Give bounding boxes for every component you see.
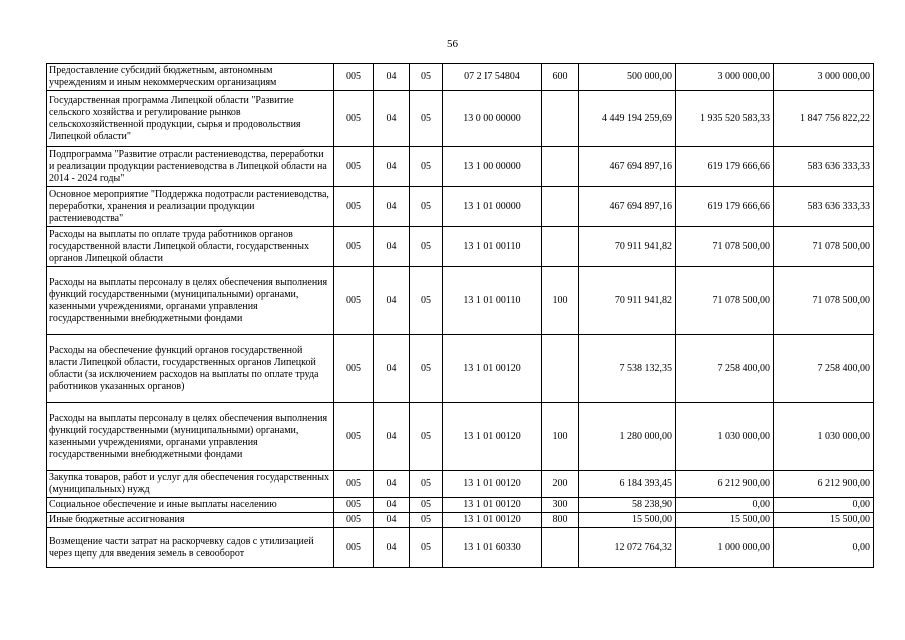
- row-gr: 005: [334, 498, 374, 513]
- row-name: Закупка товаров, работ и услуг для обеспечения государственных (муниципальных) нужд: [47, 471, 334, 498]
- row-name: Подпрограмма "Развитие отрасли растениеводства, переработки и реализации продукции растениеводства в Липецкой области на 2014 - 2024 годы": [47, 147, 334, 187]
- row-rz: 04: [374, 471, 410, 498]
- row-pr: 05: [410, 267, 443, 335]
- row-vr: [542, 187, 579, 227]
- row-sum-1: 70 911 941,82: [579, 227, 676, 267]
- row-pr: 05: [410, 335, 443, 403]
- row-csr: 13 0 00 00000: [443, 91, 542, 147]
- row-sum-3: 583 636 333,33: [774, 147, 874, 187]
- row-sum-2: 1 935 520 583,33: [676, 91, 774, 147]
- row-sum-1: 15 500,00: [579, 513, 676, 528]
- row-gr: 005: [334, 267, 374, 335]
- table-row: [47, 528, 874, 568]
- table-row: [47, 227, 874, 267]
- row-sum-2: 15 500,00: [676, 513, 774, 528]
- row-vr: 100: [542, 403, 579, 471]
- row-sum-3: 0,00: [774, 528, 874, 568]
- row-sum-2: 1 000 000,00: [676, 528, 774, 568]
- row-vr: [542, 147, 579, 187]
- row-csr: 13 1 01 60330: [443, 528, 542, 568]
- row-csr: 13 1 01 00120: [443, 403, 542, 471]
- row-csr: 13 1 01 00120: [443, 471, 542, 498]
- row-gr: 005: [334, 91, 374, 147]
- row-csr: 13 1 01 00120: [443, 498, 542, 513]
- row-gr: 005: [334, 64, 374, 91]
- row-name: Расходы на выплаты по оплате труда работников органов государственной власти Липецкой области, государственных органов Липецкой области: [47, 227, 334, 267]
- row-gr: 005: [334, 227, 374, 267]
- table-row: [47, 64, 874, 91]
- row-rz: 04: [374, 227, 410, 267]
- row-csr: 13 1 01 00000: [443, 187, 542, 227]
- table-row: [47, 513, 874, 528]
- row-sum-1: 58 238,90: [579, 498, 676, 513]
- row-vr: 600: [542, 64, 579, 91]
- row-pr: 05: [410, 91, 443, 147]
- row-sum-2: 71 078 500,00: [676, 267, 774, 335]
- table-row: [47, 91, 874, 147]
- table-row: [47, 147, 874, 187]
- row-sum-2: 619 179 666,66: [676, 147, 774, 187]
- row-pr: 05: [410, 513, 443, 528]
- table-row: [47, 267, 874, 335]
- row-pr: 05: [410, 498, 443, 513]
- row-sum-3: 583 636 333,33: [774, 187, 874, 227]
- row-vr: 300: [542, 498, 579, 513]
- row-rz: 04: [374, 498, 410, 513]
- row-sum-3: 6 212 900,00: [774, 471, 874, 498]
- row-pr: 05: [410, 64, 443, 91]
- row-gr: 005: [334, 403, 374, 471]
- row-pr: 05: [410, 471, 443, 498]
- row-pr: 05: [410, 147, 443, 187]
- row-rz: 04: [374, 147, 410, 187]
- row-sum-2: 71 078 500,00: [676, 227, 774, 267]
- row-gr: 005: [334, 147, 374, 187]
- row-name: Возмещение части затрат на раскорчевку садов с утилизацией через щепу для введения земель в севооборот: [47, 528, 334, 568]
- table-row: [47, 403, 874, 471]
- row-name: Расходы на обеспечение функций органов государственной власти Липецкой области, государственных органов Липецкой области (за исключением расходов на выплаты по оплате труда работников указанных органов): [47, 335, 334, 403]
- row-vr: 800: [542, 513, 579, 528]
- row-name: Иные бюджетные ассигнования: [47, 513, 334, 528]
- row-csr: 13 1 01 00120: [443, 335, 542, 403]
- row-sum-3: 1 847 756 822,22: [774, 91, 874, 147]
- row-sum-3: 0,00: [774, 498, 874, 513]
- row-sum-2: 7 258 400,00: [676, 335, 774, 403]
- row-name: Расходы на выплаты персоналу в целях обеспечения выполнения функций государственными (муниципальными) органами, казенными учреждениями, органами управления государственными внебюджетными фондами: [47, 267, 334, 335]
- row-vr: [542, 91, 579, 147]
- row-csr: 07 2 I7 54804: [443, 64, 542, 91]
- row-pr: 05: [410, 227, 443, 267]
- row-gr: 005: [334, 187, 374, 227]
- row-sum-3: 7 258 400,00: [774, 335, 874, 403]
- row-csr: 13 1 01 00110: [443, 267, 542, 335]
- row-rz: 04: [374, 403, 410, 471]
- row-rz: 04: [374, 64, 410, 91]
- row-vr: 200: [542, 471, 579, 498]
- row-pr: 05: [410, 187, 443, 227]
- row-name: Социальное обеспечение и иные выплаты населению: [47, 498, 334, 513]
- row-gr: 005: [334, 335, 374, 403]
- row-sum-2: 1 030 000,00: [676, 403, 774, 471]
- row-name: Основное мероприятие "Поддержка подотрасли растениеводства, переработки, хранения и реализации продукции растениеводства": [47, 187, 334, 227]
- row-gr: 005: [334, 471, 374, 498]
- row-name: Государственная программа Липецкой области "Развитие сельского хозяйства и регулирование рынков сельскохозяйственной продукции, сырья и продовольствия Липецкой области": [47, 91, 334, 147]
- row-sum-2: 619 179 666,66: [676, 187, 774, 227]
- row-rz: 04: [374, 267, 410, 335]
- page-number: 56: [447, 38, 458, 50]
- row-vr: 100: [542, 267, 579, 335]
- budget-table: [46, 63, 874, 568]
- row-rz: 04: [374, 187, 410, 227]
- row-sum-1: 1 280 000,00: [579, 403, 676, 471]
- row-rz: 04: [374, 91, 410, 147]
- table-row: [47, 498, 874, 513]
- row-sum-2: 0,00: [676, 498, 774, 513]
- row-rz: 04: [374, 528, 410, 568]
- row-sum-2: 6 212 900,00: [676, 471, 774, 498]
- row-gr: 005: [334, 513, 374, 528]
- row-vr: [542, 227, 579, 267]
- row-sum-1: 4 449 194 259,69: [579, 91, 676, 147]
- table-row: [47, 471, 874, 498]
- row-sum-1: 12 072 764,32: [579, 528, 676, 568]
- row-rz: 04: [374, 335, 410, 403]
- row-sum-1: 70 911 941,82: [579, 267, 676, 335]
- row-sum-1: 467 694 897,16: [579, 147, 676, 187]
- row-pr: 05: [410, 528, 443, 568]
- row-sum-3: 15 500,00: [774, 513, 874, 528]
- row-sum-3: 71 078 500,00: [774, 267, 874, 335]
- row-sum-3: 1 030 000,00: [774, 403, 874, 471]
- row-csr: 13 1 01 00120: [443, 513, 542, 528]
- row-sum-3: 71 078 500,00: [774, 227, 874, 267]
- row-pr: 05: [410, 403, 443, 471]
- row-name: Предоставление субсидий бюджетным, автономным учреждениям и иным некоммерческим организациям: [47, 64, 334, 91]
- row-csr: 13 1 01 00110: [443, 227, 542, 267]
- row-rz: 04: [374, 513, 410, 528]
- row-sum-3: 3 000 000,00: [774, 64, 874, 91]
- row-sum-1: 7 538 132,35: [579, 335, 676, 403]
- row-vr: [542, 335, 579, 403]
- row-gr: 005: [334, 528, 374, 568]
- row-sum-1: 500 000,00: [579, 64, 676, 91]
- row-sum-2: 3 000 000,00: [676, 64, 774, 91]
- row-sum-1: 6 184 393,45: [579, 471, 676, 498]
- row-vr: [542, 528, 579, 568]
- row-csr: 13 1 00 00000: [443, 147, 542, 187]
- table-row: [47, 335, 874, 403]
- row-name: Расходы на выплаты персоналу в целях обеспечения выполнения функций государственными (муниципальными) органами, казенными учреждениями, органами управления государственными внебюджетными фондами: [47, 403, 334, 471]
- row-sum-1: 467 694 897,16: [579, 187, 676, 227]
- table-row: [47, 187, 874, 227]
